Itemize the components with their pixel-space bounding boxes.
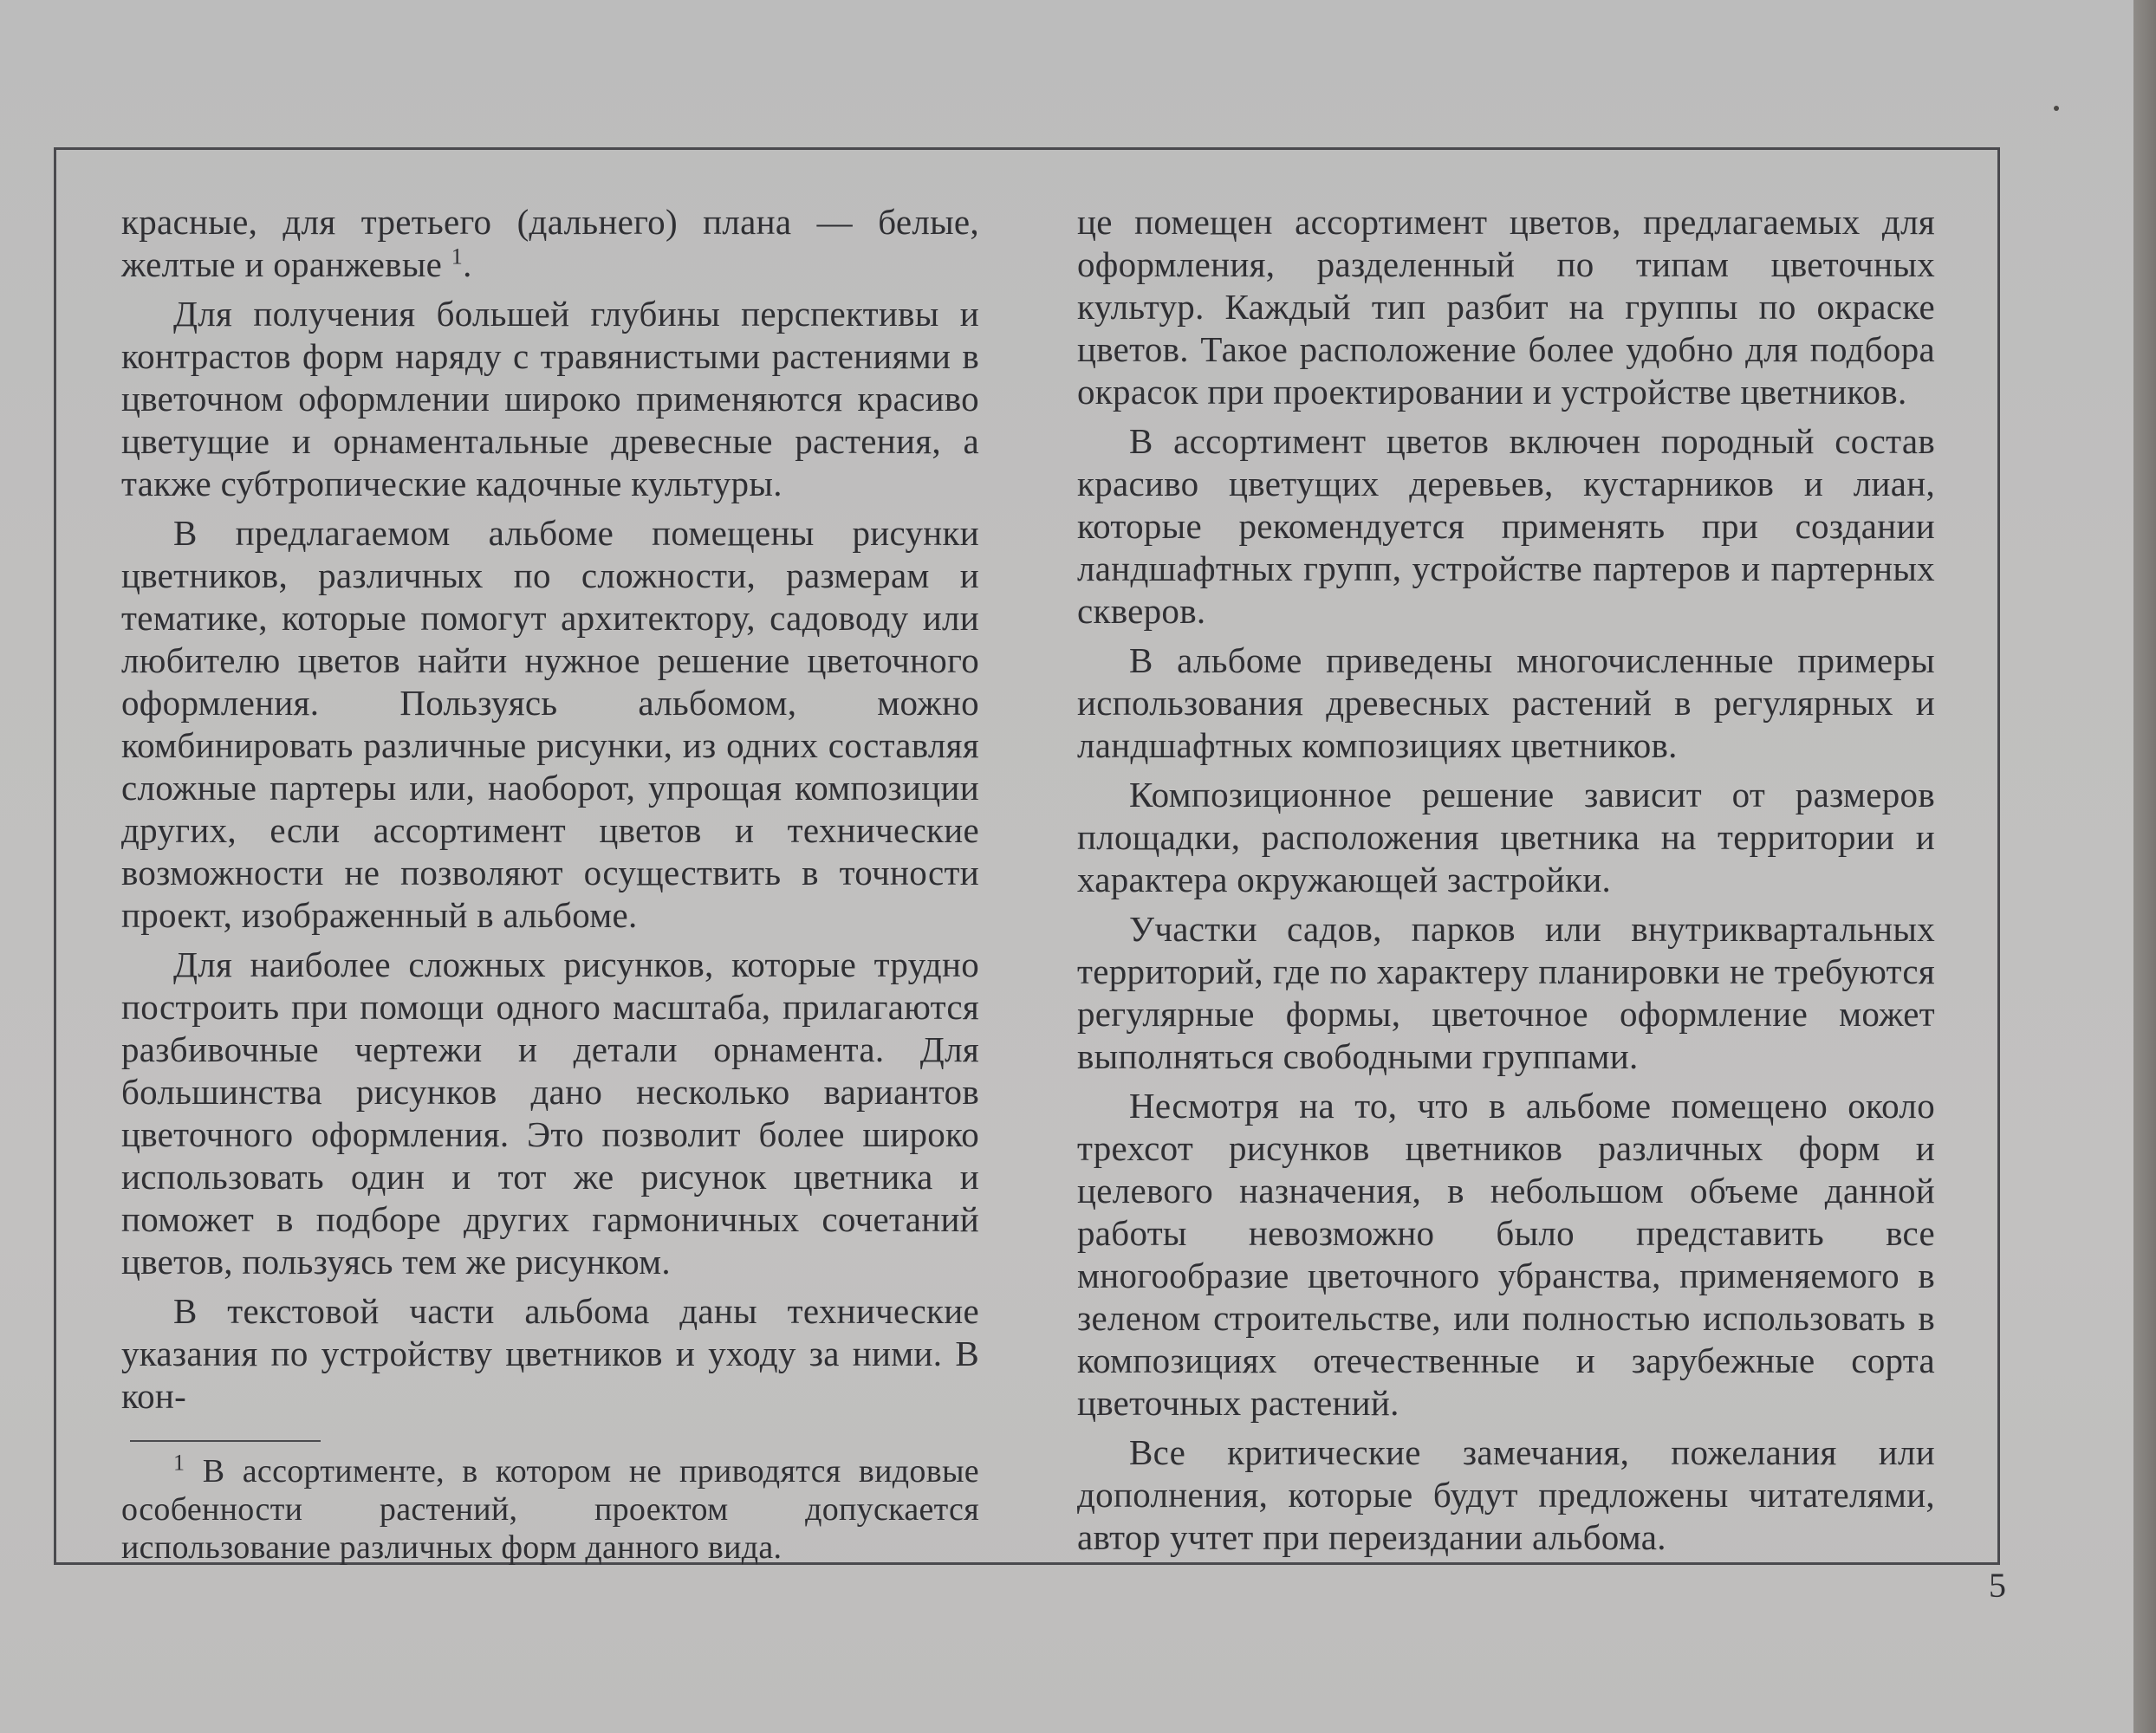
page-number: 5 [1989, 1566, 2006, 1605]
right-column [1077, 201, 1935, 1566]
footnote-text: В ассортименте, в котором не приводятся видовые особенности растений, проектом допускается использование различных форм данного вида. [121, 1453, 979, 1566]
paragraph: Все критические замечания, пожелания или дополнения, которые будут предложены читателями, автор учтет при переиздании альбома. [1077, 1432, 1935, 1557]
footnote [121, 1452, 979, 1567]
left-column [121, 201, 979, 1574]
page-edge-shadow [2133, 0, 2156, 1733]
footnote-reference: 1 [451, 243, 464, 269]
paragraph [121, 201, 979, 286]
paragraph: В ассортимент цветов включен породный состав красиво цветущих деревьев, кустарников и лиан, которые рекомендуется применять при создании ландшафтных групп, устройстве партеров и партерных скверов. [1077, 421, 1935, 631]
paragraph: Для получения большей глубины перспективы и контрастов форм наряду с травянистыми растениями в цветочном оформлении широко применяются красиво цветущие и орнаментальные древесные растения, а также субтропические кадочные культуры. [121, 294, 979, 503]
paragraph: Участки садов, парков или внутриквартальных территорий, где по характеру планировки не требуются регулярные формы, цветочное оформление может выполняться свободными группами. [1077, 909, 1935, 1076]
paragraph: Для наиболее сложных рисунков, которые трудно построить при помощи одного масштаба, прилагаются разбивочные чертежи и детали орнамента. Для большинства рисунков дано несколько вариантов цветочного оформления. Это позволит более широко использовать один и тот же рисунок цветника и поможет в подборе других гармоничных сочетаний цветов, пользуясь тем же рисунком. [121, 944, 979, 1282]
paragraph: В альбоме приведены многочисленные примеры использования древесных растений в регулярных и ландшафтных композициях цветников. [1077, 640, 1935, 765]
footnote-mark: 1 [173, 1450, 185, 1476]
paragraph: В предлагаемом альбоме помещены рисунки цветников, различных по сложности, размерам и тематике, которые помогут архитектору, садоводу или любителю цветов найти нужное решение цветочного оформления. Пользуясь альбомом, можно комбинировать различные рисунки, из одних составляя сложные партеры или, наоборот, упрощая композиции других, если ассортимент цветов и технические возможности не позволяют осуществить в точности проект, изображенный в альбоме. [121, 513, 979, 935]
paragraph: це помещен ассортимент цветов, предлагаемых для оформления, разделенный по типам цветочных культур. Каждый тип разбит на группы по окраске цветов. Такое расположение более удобно для подбора окрасок при проектировании и устройстве цветников. [1077, 202, 1935, 412]
paragraph-text: красные, для третьего (дальнего) плана — белые, желтые и оранжевые [121, 202, 979, 284]
paragraph: Композиционное решение зависит от размеров площадки, расположения цветника на территории и характера окружающей застройки. [1077, 775, 1935, 899]
paragraph-end: . [463, 244, 472, 284]
footnote-divider [130, 1440, 321, 1442]
paper-speck [2054, 106, 2059, 111]
paragraph: Несмотря на то, что в альбоме помещено около трехсот рисунков цветников различных форм и целевого назначения, в небольшом объеме данной работы невозможно было представить все многообразие цветочного убранства, применяемого в зеленом строительстве, или полностью использовать в композициях отечественные и зарубежные сорта цветочных растений. [1077, 1086, 1935, 1423]
paragraph: В текстовой части альбома даны технические указания по устройству цветников и уходу за ними. В кон- [121, 1291, 979, 1416]
